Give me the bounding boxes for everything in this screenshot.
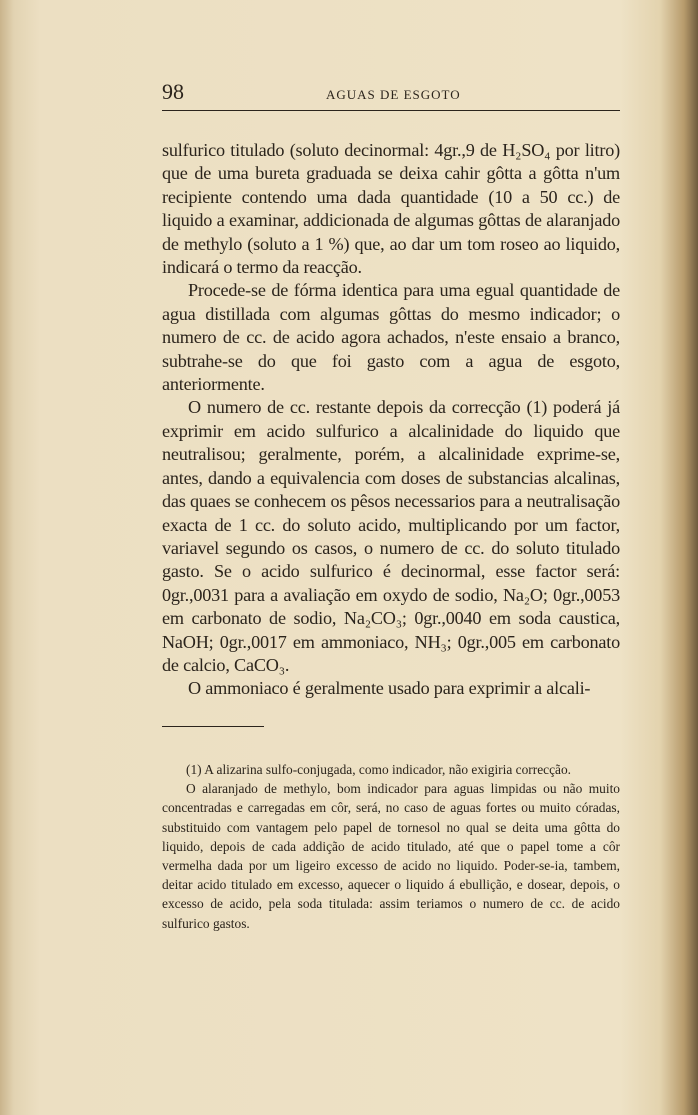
footnote: (1) A alizarina sulfo-conjugada, como indicador, não exigiria correcção. (186, 762, 572, 777)
running-title: AGUAS DE ESGOTO (326, 87, 461, 102)
paragraph: sulfurico titulado (soluto decinormal: 4gr.,9 de H₂SO₄ por litro) que de uma bureta graduada se deixa cahir gôtta a gôtta n'um recipiente contendo uma dada quantidade (10 a 50 cc.) de liquido a examinar, addicionada de algumas gôttas de alaranjado de methylo (soluto a 1 %) que, ao dar um tom roseo ao liquido, indicará o termo da reacção. (162, 140, 620, 278)
paragraph: O ammoniaco é geralmente usado para exprimir a alcali- (188, 678, 591, 699)
footnote-rule (162, 726, 264, 727)
page-number: 98 (162, 79, 184, 104)
footnote: O alaranjado de methylo, bom indicador para aguas limpidas ou não muito concentradas e carregadas em côr, será, no caso de aguas fortes ou muito córadas, substituido com vantagem pelo papel de tornesol no qual se deita uma gôtta do liquido, depois de cada addição de acido titulado, até que o papel tome a côr vermelha dada por um ligeiro excesso de acido no liquido. Poder-se-ia, tambem, deitar acido titulado em excesso, aquecer o liquido á ebullição, e dosear, depois, o excesso de acido, pela soda titulada: assim teriamos o numero de cc. de acido sulfurico gastos. (162, 781, 620, 931)
page-header (162, 78, 620, 112)
paragraph: Procede-se de fórma identica para uma egual quantidade de agua distillada com algumas gôttas do mesmo indicador; o numero de cc. de acido agora achados, n'este ensaio a branco, subtrahe-se do que foi gasto com a agua de esgoto, anteriormente. (162, 280, 620, 395)
body-text (162, 139, 620, 701)
header-rule (162, 110, 620, 111)
footnotes (162, 760, 620, 933)
paragraph: O numero de cc. restante depois da correcção (1) poderá já exprimir em acido sulfurico a alcalinidade do liquido que neutralisou; geralmente, porém, a alcalinidade exprime-se, antes, dando a equivalencia com doses de substancias alcalinas, das quaes se conhecem os pêsos necessarios para a neutralisação exacta de 1 cc. do soluto acido, multiplicando por um factor, variavel segundo os casos, o numero de cc. do soluto titulado gasto. Se o acido sulfurico é decinormal, esse factor será: 0gr.,0031 para a avaliação em oxydo de sodio, Na₂O; 0gr.,0053 em carbonato de sodio, Na₂CO₃; 0gr.,0040 em soda caustica, NaOH; 0gr.,0017 em ammoniaco, NH₃; 0gr.,005 em carbonato de calcio, CaCO₃. (162, 397, 620, 675)
